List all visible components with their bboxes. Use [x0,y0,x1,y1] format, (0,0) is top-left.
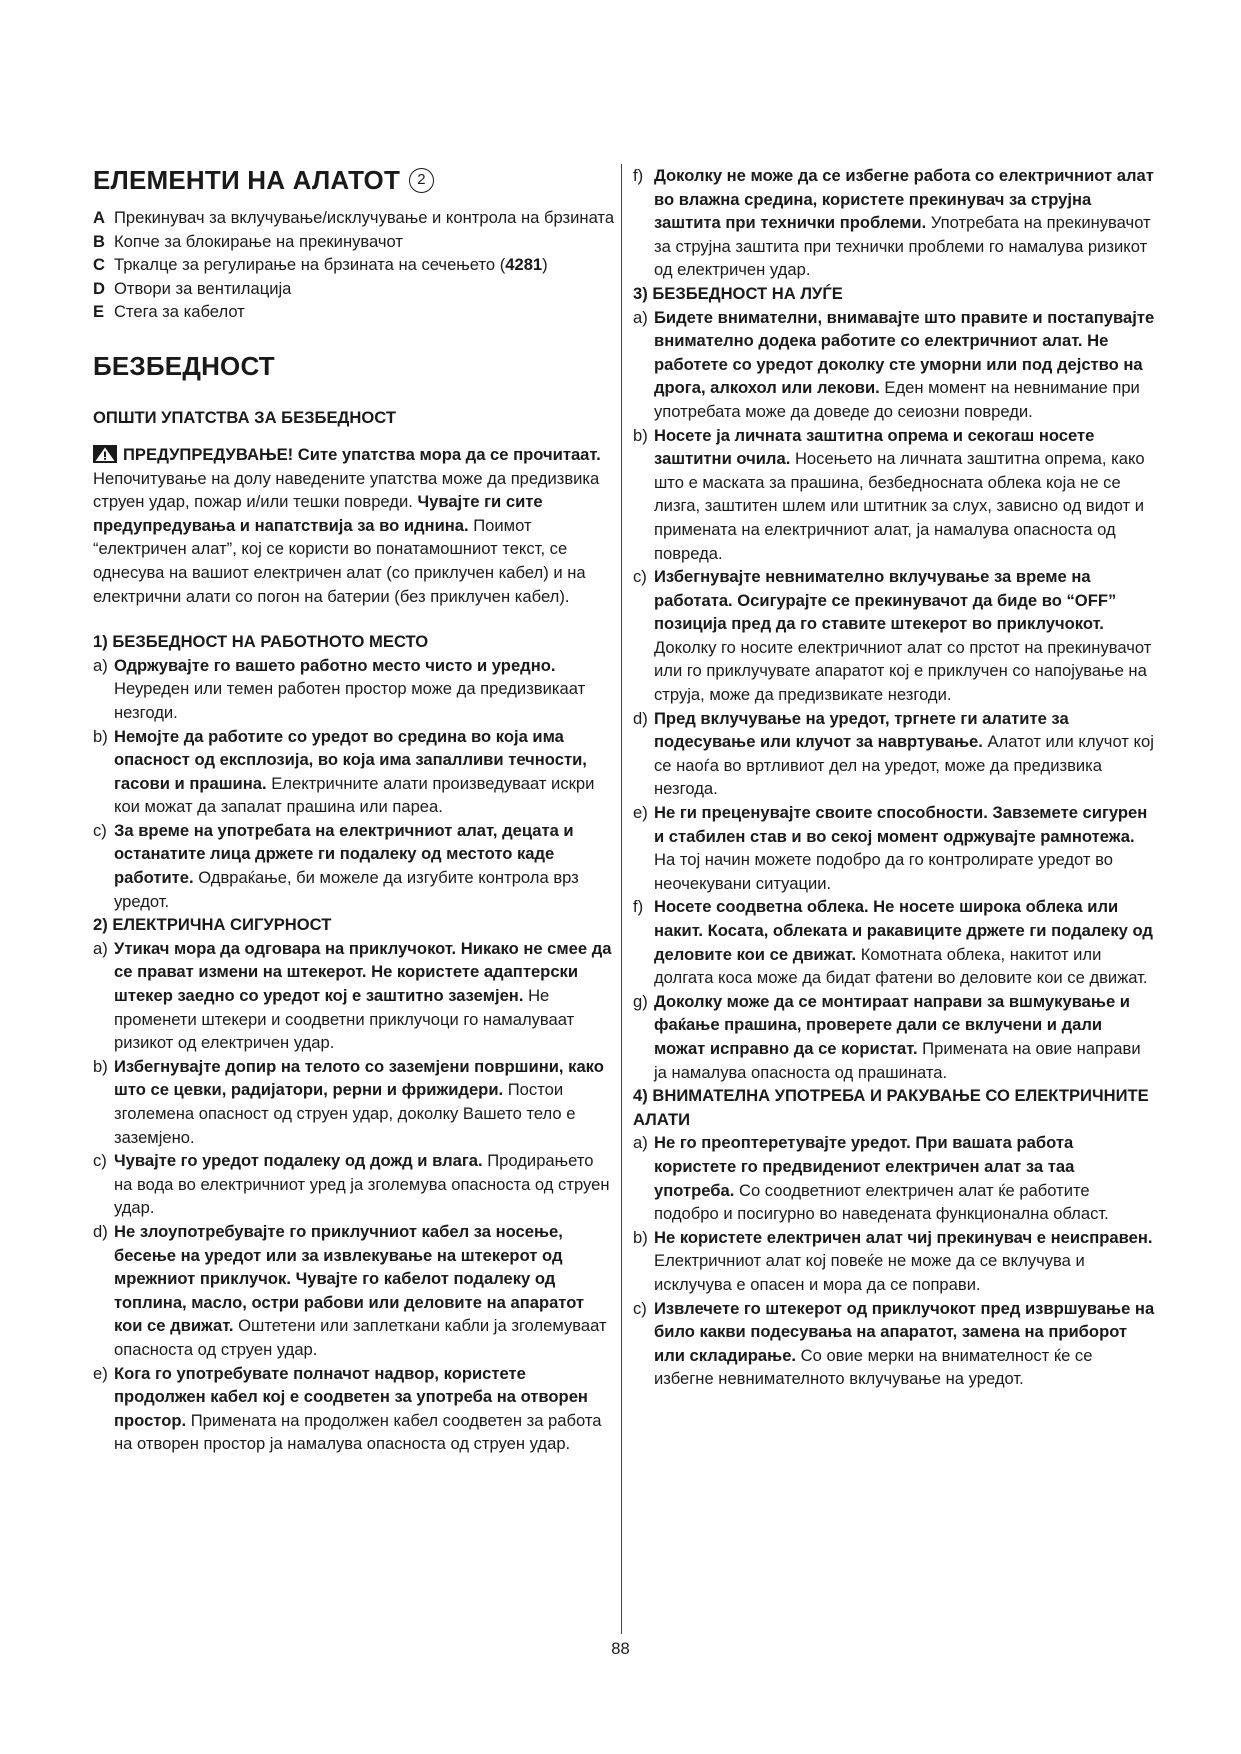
item-marker: a) [93,938,108,958]
item-text [114,1149,615,1220]
section-1-title: 1) БЕЗБЕДНОСТ НА РАБОТНОТО МЕСТО [93,632,429,652]
item-bold: Пред вклучување на уредот, тргнете ги алатите за подесување или клучот за навртување. [654,708,1069,752]
item-normal: Комотната облека, накитот или долгата коса може да бидат фатени во деловите кои се движат. [654,944,1148,988]
item-normal: Примената на продолжен кабел соодветен за работа на отворен простор ја намалува опасноста од струен удар. [114,1410,602,1454]
item-marker: e) [633,803,648,823]
item-normal: Со овие мерки на внимателност ќе се избегне невнимателното вклучување на уредот. [654,1345,1093,1389]
item-bold: За време на употребата на електричниот алат, децата и останатите лица држете ги подалеку од местото каде работите. [114,820,574,888]
item-text [654,707,1155,801]
item-marker: a) [633,1133,648,1153]
item-normal: Електричните алати произведуваат искри кои можат да запалат прашина или пареа. [114,773,595,817]
s2-item-c [93,1149,615,1220]
column-divider [621,164,622,1634]
legend-key: A [93,208,105,227]
left-column [93,164,615,1456]
elements-heading [93,164,615,196]
item-normal: Носењето на личната заштитна опрема, како што е маската за прашина, безбедносната облека која не се лизга, заштитен шлем или штитник за слух, зависно од видот и примената на електричниот алат, ја намалува опасноста од повреда. [654,449,1145,563]
item-marker: b) [633,425,648,445]
legend-text-tail: ) [542,255,548,275]
elements-legend [93,206,615,324]
item-bold: Носете ја личната заштитна опрема и секогаш носете заштитни очила. [654,425,1095,469]
right-column [633,164,1155,1391]
s4-item-c [633,1297,1155,1391]
item-bold: Чувајте го уредот подалеку од дожд и влага. [114,1151,483,1171]
page-number: 88 [611,1639,630,1658]
legend-key: D [93,278,105,298]
legend-text [114,253,548,277]
legend-item-a [93,206,615,230]
s3-item-f [633,895,1155,989]
legend-key: E [93,302,105,322]
item-marker: a) [633,307,648,327]
item-bold: Немојте да работите со уредот во средина во која има опасност од експлозија, во која има запалливи течности, гасови и прашина. [114,726,587,793]
item-text [654,164,1155,282]
s2-item-b [93,1055,615,1149]
item-marker: c) [93,1151,107,1171]
warning-bold-2: Чувајте ги сите предупредувања и напатствија за во иднина. [93,492,543,535]
item-text [114,725,615,819]
s3-item-b [633,424,1155,566]
item-bold: Не користете електричен алат чиј прекинувач е неисправен. [654,1227,1153,1247]
item-text [654,424,1155,566]
item-marker: g) [633,991,648,1011]
legend-text-main: Тркалце за регулирање на брзината на сечењето ( [114,255,506,275]
item-bold: Носете соодветна облека. Не носете широка облека или накит. Косата, облеката и ракавиците држете ги подалеку од деловите кои се движат. [654,897,1153,964]
item-text [114,1220,615,1362]
s3-item-a [633,306,1155,424]
item-marker: f) [633,166,644,185]
legend-text: Копче за блокирање на прекинувачот [114,231,404,251]
legend-item-b [93,230,615,254]
s1-item-a [93,654,615,725]
item-marker: c) [633,567,647,587]
s3-item-c [633,565,1155,707]
item-normal: Не променети штекери и соодветни приклучоци го намалуваат ризикот од електричен удар. [114,986,575,1053]
item-bold: Утикач мора да одговара на приклучокот. Никако не смее да се прават измени на штекерот. Не користете адаптерски штекер заедно со уредот кој е заштитно заземјен. [114,938,612,1006]
safety-heading: БЕЗБЕДНОСТ [93,350,275,381]
legend-key: B [93,231,105,251]
s3-item-d [633,707,1155,801]
item-text [654,1297,1155,1391]
item-normal: Алатот или клучот кој се наоѓа во вртливиот дел на уредот, може да предизвика незгода. [654,732,1154,799]
warning-text-1: Непочитување на долу наведените упатства може да предизвика струен удар, пожар и/или тешки повреди. [93,468,600,512]
item-normal: Примената на овие направи ја намалува опасноста од прашината. [654,1038,1141,1082]
item-bold: Избегнувајте невнимателно вклучување за време на работата. Осигурајте се прекинувачот да биде во “OFF” позиција пред да го ставите штекерот во приклучокот. [654,567,1117,634]
s3-item-g [633,990,1155,1084]
warning-paragraph [93,443,615,608]
s1-item-c [93,819,615,913]
legend-key: C [93,255,105,275]
item-text [654,990,1155,1084]
item-bold: Одржувајте го вашето работно место чисто и уредно. [114,655,556,675]
s3-item-e [633,801,1155,895]
item-text [114,819,615,913]
item-normal: Неуреден или темен работен простор може да предизвикаат незгоди. [114,679,586,722]
s2-item-e [93,1362,615,1456]
item-normal: Доколку го носите електричниот алат со прстот на прекинувачот или го приклучувате апаратот кој е приклучен со напојување на струја, може да предизвикате незгоди. [654,637,1152,705]
item-normal: Одвраќање, би можеле да изгубите контрола врз уредот. [114,868,579,911]
item-bold: Кога го употребувате полначот надвор, користете продолжен кабел кој е соодветен за употреба на отворен простор. [114,1363,588,1430]
item-marker: b) [93,726,108,746]
item-text [114,937,615,1055]
item-text [114,1055,615,1149]
item-bold: Доколку може да се монтираат направи за вшмукување и фаќање прашина, проверете дали се вклучени и дали можат исправно да се користат. [654,991,1130,1058]
item-text [654,801,1155,895]
item-marker: a) [93,655,108,675]
item-normal: Еден момент на невнимание при употребата може да доведе до сеиозни повреди. [654,378,1140,421]
legend-item-d [93,277,615,301]
general-safety-subheading: ОПШТИ УПАТСТВА ЗА БЕЗБЕДНОСТ [93,407,396,427]
s1-item-b [93,725,615,819]
section-2-title: 2) ЕЛЕКТРИЧНА СИГУРНОСТ [93,915,332,935]
warning-bold-1: ПРЕДУПРЕДУВАЊЕ! Сите упатства мора да се прочитаат. [123,444,601,464]
legend-item-e [93,300,615,324]
section-4-title: 4) ВНИМАТЕЛНА УПОТРЕБА И РАКУВАЊЕ СО ЕЛЕКТРИЧНИТЕ АЛАТИ [633,1086,1149,1129]
item-normal: Употребата на прекинувачот за струјна заштита при технички проблеми го намалува ризикот од електричен удар. [654,213,1151,280]
s2-item-f [633,164,1155,282]
item-text [114,654,615,725]
item-bold: Не го преоптеретувајте уредот. При вашата работа користете го предвидениот електричен алат за таа употреба. [654,1133,1075,1200]
item-text [654,1226,1155,1297]
item-text [114,1362,615,1456]
model-number: 4281 [505,255,543,275]
warning-triangle-icon [93,445,117,463]
item-text [654,895,1155,989]
item-normal: Постои зголемена опасност од струен удар, доколку Вашето тело е заземјено. [114,1080,576,1147]
warning-text-2: Поимот “електричен алат”, кој се користи во понатамошниот текст, се однесува на вашиот електричен алат (со приклучен кабел) и на електрични алати со погон на батерии (без приклучен кабел). [93,515,586,606]
item-normal: На тој начин можете подобро да го контролирате уредот во неочекувани ситуации. [654,850,1113,893]
section-3-title: 3) БЕЗБЕДНОСТ НА ЛУЃЕ [633,283,843,303]
elements-title: ЕЛЕМЕНТИ НА АЛАТОТ [93,165,401,195]
item-marker: b) [93,1056,108,1076]
s4-item-a [633,1131,1155,1225]
item-text [654,306,1155,424]
item-normal: Оштетени или заплеткани кабли ја зголемуваат опасноста од струен удар. [114,1316,607,1359]
item-bold: Не ги преценувајте своите способности. Завземете сигурен и стабилен став и во секој момент одржувајте рамнотежа. [654,803,1148,846]
item-marker: c) [93,820,107,840]
item-normal: Со соодветниот електричен алат ќе работите подобро и посигурно во наведената функционална област. [654,1180,1109,1224]
item-marker: b) [633,1227,648,1247]
figure-ref-circle: 2 [409,168,434,193]
legend-text: Отвори за вентилација [114,278,292,298]
item-bold: Бидете внимателни, внимавајте што правите и постапувајте внимателно додека работите со електричниот алат. Не работете со уредот доколку сте уморни или под дејство на дрога, алкохол или лекови. [654,307,1155,398]
item-normal: Продирањето на вода во електричниот уред ја зголемува опасноста од струен удар. [114,1151,610,1218]
item-marker: f) [633,897,644,917]
item-bold: Извлечете го штекерот од приклучокот пред извршување на било какви подесувања на апаратот, замена на приборот или складирање. [654,1298,1155,1365]
item-marker: d) [633,708,648,728]
s2-item-d [93,1220,615,1362]
item-text [654,565,1155,707]
item-text [654,1131,1155,1225]
item-bold: Доколку не може да се избегне работа со електричниот алат во влажна средина, користете прекинувач за струјна заштита при технички проблеми. [654,166,1154,233]
s2-item-a [93,937,615,1055]
item-marker: c) [633,1298,647,1318]
item-bold: Не злоупотребувајте го приклучниот кабел за носење, бесење на уредот или за извлекување на штекерот од мрежниот приклучок. Чувајте го кабелот подалеку од топлина, масло, остри рабови или деловите на апаратот кои се движат. [114,1221,585,1336]
legend-text: Стега за кабелот [114,302,245,322]
item-normal: Електричниот алат кој повеќе не може да се вклучува и исклучува е опасен и мора да се поправи. [654,1251,1085,1294]
item-bold: Избегнувајте допир на телото со заземјени површини, како што се цевки, радијатори, рерни и фрижидери. [114,1056,604,1100]
item-marker: d) [93,1221,108,1241]
item-marker: e) [93,1363,108,1383]
legend-item-c [93,253,615,277]
s4-item-b [633,1226,1155,1297]
legend-text: Прекинувач за вклучување/исклучување и контрола на брзината [114,208,615,227]
